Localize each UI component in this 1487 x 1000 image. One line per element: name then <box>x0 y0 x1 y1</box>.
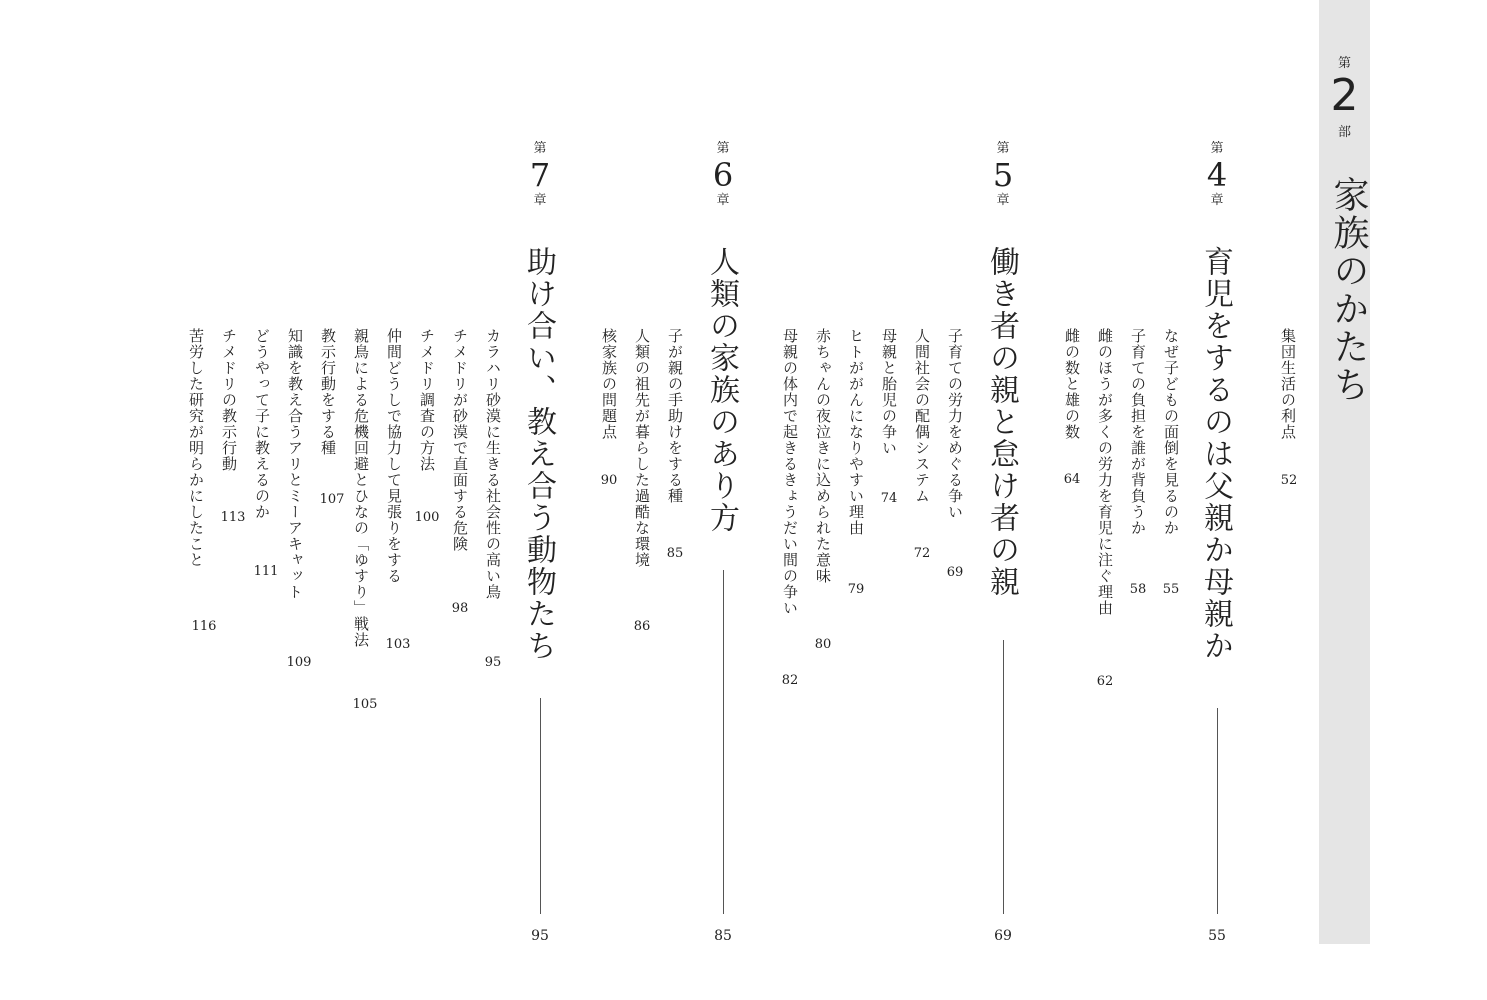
chapter-7-page: 95 <box>531 928 549 944</box>
part-dai-label: 第 <box>1337 56 1351 71</box>
chapter-7-item-page: 116 <box>191 619 217 634</box>
chapter-7-item-page: 100 <box>414 510 440 525</box>
chapter-7-item-page: 111 <box>253 564 279 579</box>
chapter-7-rule <box>540 698 541 914</box>
chapter-4-rule <box>1217 708 1218 914</box>
chapter-4-item: 雌の数と雄の数 <box>1063 328 1081 440</box>
chapter-7-item: どうやって子に教えるのか <box>253 328 271 520</box>
part-band <box>1319 0 1370 944</box>
chapter-6-item-page: 86 <box>633 619 651 634</box>
chapter-5-item: 母親と胎児の争い <box>880 328 898 456</box>
chapter-5-item: 子育ての労力をめぐる争い <box>946 328 964 520</box>
chapter-sho-label: 章 <box>533 193 547 208</box>
chapter-6-marker <box>705 141 741 209</box>
chapter-6-page: 85 <box>714 928 732 944</box>
chapter-5-title: 働き者の親と怠け者の親 <box>984 246 1019 598</box>
chapter-4-marker <box>1199 141 1235 209</box>
chapter-7-item-page: 113 <box>220 510 246 525</box>
chapter-7-item: チメドリが砂漠で直面する危険 <box>451 328 469 552</box>
chapter-6-rule <box>723 570 724 914</box>
chapter-5-marker <box>985 141 1021 209</box>
chapter-7-item: 知識を教え合うアリとミーアキャット <box>286 328 304 600</box>
chapter-5-page: 69 <box>994 928 1012 944</box>
chapter-5-item-page: 74 <box>880 491 898 506</box>
chapter-7-title: 助け合い、教え合う動物たち <box>521 246 556 662</box>
chapter-6-item: 子が親の手助けをする種 <box>666 328 684 504</box>
chapter-6-number: 6 <box>712 156 734 194</box>
chapter-5-item: 人間社会の配偶システム <box>913 328 931 504</box>
chapter-7-item: 苦労した研究が明らかにしたこと <box>187 328 205 568</box>
chapter-5-item: 赤ちゃんの夜泣きに込められた意味 <box>814 328 832 584</box>
chapter-4-item-page: 62 <box>1096 674 1114 689</box>
chapter-dai-label: 第 <box>996 141 1010 156</box>
chapter-7-marker <box>522 141 558 209</box>
chapter-5-item-page: 79 <box>847 582 865 597</box>
chapter-7-number: 7 <box>529 156 551 194</box>
chapter-5-item-page: 82 <box>781 673 799 688</box>
chapter-5-item-page: 80 <box>814 637 832 652</box>
chapter-5-item-page: 69 <box>946 565 964 580</box>
chapter-sho-label: 章 <box>716 193 730 208</box>
chapter-sho-label: 章 <box>996 193 1010 208</box>
chapter-sho-label: 章 <box>1210 193 1224 208</box>
chapter-dai-label: 第 <box>716 141 730 156</box>
part-title: 家族のかたち <box>1328 176 1369 404</box>
chapter-4-page: 55 <box>1208 928 1226 944</box>
chapter-5-item-page: 72 <box>913 546 931 561</box>
chapter-7-item: 教示行動をする種 <box>319 328 337 456</box>
chapter-7-item-page: 95 <box>484 655 502 670</box>
chapter-7-item-page: 103 <box>385 637 411 652</box>
chapter-5-item: ヒトががんになりやすい理由 <box>847 328 865 536</box>
part-number: 2 <box>1330 70 1359 121</box>
chapter-4-item-page: 55 <box>1162 582 1180 597</box>
chapter-7-item: チメドリ調査の方法 <box>418 328 436 472</box>
chapter-6-item-page: 90 <box>600 473 618 488</box>
chapter-5-number: 5 <box>992 156 1014 194</box>
chapter-4-item: なぜ子どもの面倒を見るのか <box>1162 328 1180 536</box>
part-intro-item: 集団生活の利点 <box>1279 328 1297 440</box>
chapter-7-item-page: 107 <box>319 492 345 507</box>
chapter-6-title: 人類の家族のあり方 <box>704 246 739 534</box>
chapter-7-item-page: 105 <box>352 697 378 712</box>
part-bu-label: 部 <box>1337 125 1351 140</box>
chapter-6-item: 核家族の問題点 <box>600 328 618 440</box>
part-intro-page: 52 <box>1280 473 1298 488</box>
chapter-dai-label: 第 <box>1210 141 1224 156</box>
chapter-4-item: 雌のほうが多くの労力を育児に注ぐ理由 <box>1096 328 1114 616</box>
chapter-dai-label: 第 <box>533 141 547 156</box>
chapter-5-item: 母親の体内で起きるきょうだい間の争い <box>781 328 799 616</box>
chapter-7-item: 仲間どうしで協力して見張りをする <box>385 328 403 584</box>
chapter-6-item: 人類の祖先が暮らした過酷な環境 <box>633 328 651 568</box>
chapter-7-item-page: 98 <box>451 601 469 616</box>
chapter-7-item: 親鳥による危機回避とひなの「ゆすり」戦法 <box>352 328 370 648</box>
chapter-4-item: 子育ての負担を誰が背負うか <box>1129 328 1147 536</box>
chapter-7-item: カラハリ砂漠に生きる社会性の高い鳥 <box>484 328 502 600</box>
chapter-7-item-page: 109 <box>286 655 312 670</box>
chapter-7-item: チメドリの教示行動 <box>220 328 238 472</box>
chapter-4-number: 4 <box>1206 156 1228 194</box>
chapter-6-item-page: 85 <box>666 546 684 561</box>
chapter-4-item-page: 64 <box>1063 472 1081 487</box>
chapter-5-rule <box>1003 640 1004 914</box>
chapter-4-title: 育児をするのは父親か母親か <box>1198 246 1233 662</box>
chapter-4-item-page: 58 <box>1129 582 1147 597</box>
